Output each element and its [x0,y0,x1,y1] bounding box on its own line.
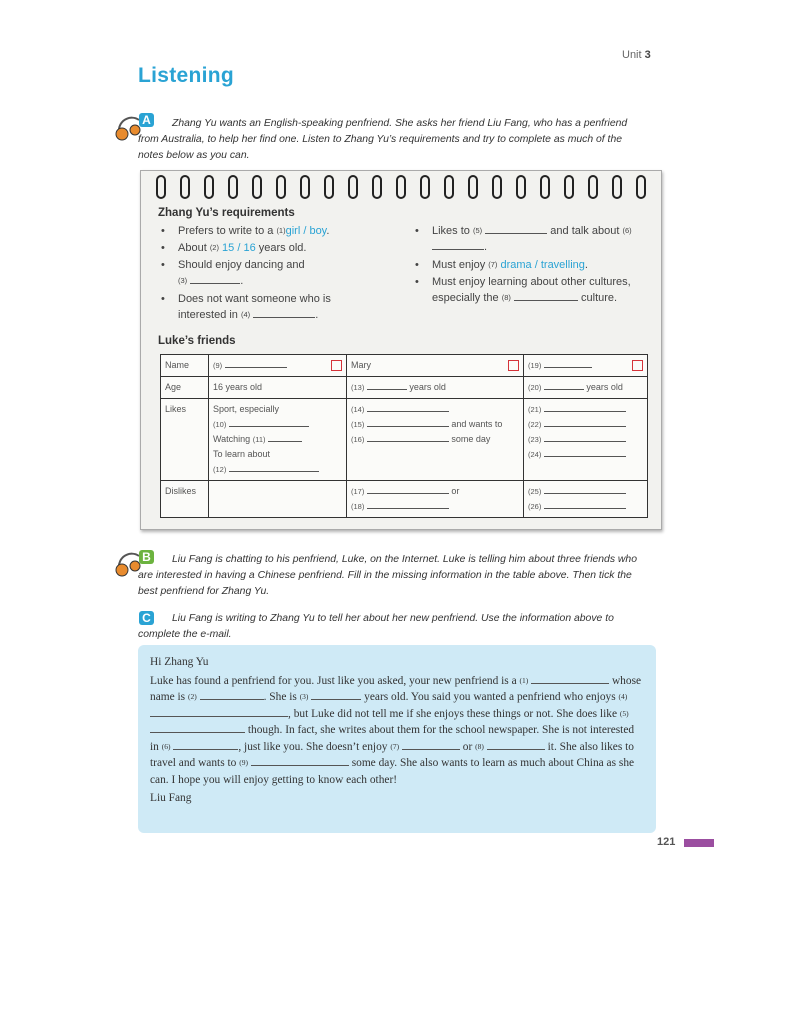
email-greeting: Hi Zhang Yu [150,656,209,668]
requirement-5: • Likes to $^{(5)}$ and talk about $^{(6)}$ . [415,225,632,253]
friends-heading: Luke’s friends [158,335,236,347]
row-label-age: Age [161,377,209,399]
cell-dislikes-2[interactable]: $^{(17)}$ or $^{(18)}$ [347,481,524,518]
cell-name-1[interactable]: (9) [209,355,347,377]
section-b-instructions: Liu Fang is chatting to his penfriend, Luke, on the Internet. Luke is telling him about three friends who are interested in having a Chinese penfriend. Fill in the missing information in the table above. Then tick the best penfriend for Zhang Yu. [138,554,637,597]
row-label-name: Name [161,355,209,377]
cell-likes-3[interactable]: $^{(21)}$ $^{(22)}$ $^{(23)}$ $^{(24)}$ [524,399,648,481]
cell-age-2[interactable]: $^{(13)}$ years old [347,377,524,399]
cell-name-3[interactable]: (19) [524,355,648,377]
notebook-spiral [156,175,646,199]
section-c-instructions: Liu Fang is writing to Zhang Yu to tell her about her new penfriend. Use the information above to complete the e-mail. [138,613,614,640]
cell-age-3[interactable]: $^{(20)}$ years old [524,377,648,399]
page-color-bar [684,839,714,847]
row-label-likes: Likes [161,399,209,481]
requirement-2: • About $^{(2)}$ 15 / 16 years old. [161,242,307,254]
tick-checkbox-3[interactable] [632,360,643,371]
email-signoff: Liu Fang [150,792,192,804]
section-b-tag: B [139,550,154,564]
requirement-6: • Must enjoy $^{(7)}$ drama / travelling. [415,259,588,271]
unit-label: Unit 3 [622,49,651,61]
cell-name-2[interactable]: Mary [347,355,524,377]
requirement-7: • Must enjoy learning about other cultures, especially the $^{(8)}$ culture. [415,276,631,304]
page-number: 121 [657,836,676,848]
cell-age-1: 16 years old [209,377,347,399]
row-label-dislikes: Dislikes [161,481,209,518]
table-row-dislikes [161,481,648,518]
section-c-tag: C [139,611,154,625]
cell-dislikes-3[interactable]: $^{(25)}$ $^{(26)}$ [524,481,648,518]
tick-checkbox-1[interactable] [331,360,342,371]
requirement-4: • Does not want someone who is interested in $^{(4)}$ . [161,293,331,321]
table-row-age [161,377,648,399]
email-box [138,645,656,833]
requirement-1: • Prefers to write to a $^{(1)}$girl / boy. [161,225,330,237]
cell-likes-1[interactable]: Sport, especially $^{(10)}$ Watching $^{(11)}$ To learn about $^{(12)}$ [209,399,347,481]
section-a-tag: A [139,113,154,127]
table-row-name [161,355,648,377]
requirement-3: • Should enjoy dancing and $^{(3)}$ . [161,259,305,287]
friends-table [160,354,648,518]
cell-dislikes-1 [209,481,347,518]
table-row-likes [161,399,648,481]
tick-checkbox-2[interactable] [508,360,519,371]
section-a-instructions: Zhang Yu wants an English-speaking penfriend. She asks her friend Liu Fang, who has a penfriend from Australia, to help her find one. Listen to Zhang Yu’s requirements and try to complete as much of the notes below as you can. [138,118,628,161]
section-title: Listening [138,64,235,87]
email-body: Luke has found a penfriend for you. Just like you asked, your new penfriend is a $^{(1)}$ whose name is $^{(2)}$ . She is $^{(3)}$ years old. You said you wanted a penfriend who enjoys $^{(4)}$ , but Luke did not tell me if she enjoys these things or not. She does like $^{(5)}$ though. In fact, she writes about them for the school newspaper. She is not interested in $^{(6)}$ , just like you. She doesn’t enjoy $^{(7)}$ or $^{(8)}$ it. She also likes to travel and wants to $^{(9)}$ some day. She also wants to learn as much about China as she can. I hope you will enjoy getting to know each other! [150,674,642,786]
cell-likes-2[interactable]: $^{(14)}$ $^{(15)}$ and wants to $^{(16)}$ some day [347,399,524,481]
requirements-heading: Zhang Yu’s requirements [158,207,295,219]
